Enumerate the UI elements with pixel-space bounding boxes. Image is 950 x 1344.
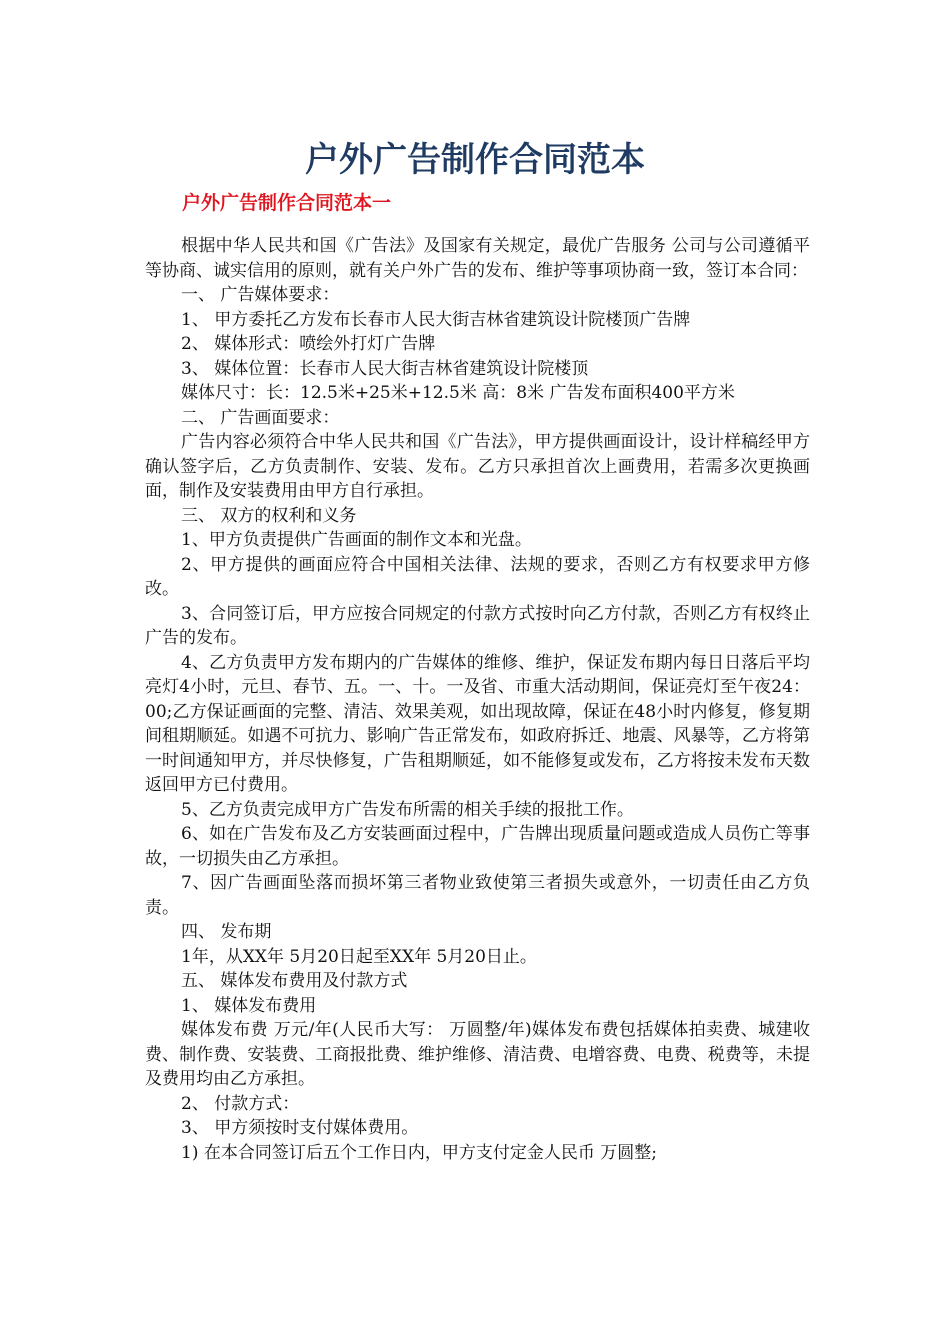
section-heading-4: 四、 发布期 xyxy=(181,922,272,942)
paragraph: 1) 在本合同签订后五个工作日内，甲方支付定金人民币 万圆整; xyxy=(181,1142,657,1163)
paragraph: 1、 甲方委托乙方发布长春市人民大街吉林省建筑设计院楼顶广告牌 xyxy=(181,309,691,330)
section-heading-5: 五、 媒体发布费用及付款方式 xyxy=(181,971,408,991)
document-title: 户外广告制作合同范本 xyxy=(305,140,645,180)
document-body xyxy=(145,234,810,1165)
paragraph: 5、乙方负责完成甲方广告发布所需的相关手续的报批工作。 xyxy=(181,799,634,820)
paragraph: 广告内容必须符合中华人民共和国《广告法》，甲方提供画面设计，设计样稿经甲方确认签字后，乙方负责制作、安装、发布。乙方只承担首次上画费用，若需多次更换画面，制作及安装费用由甲方自行承担。 xyxy=(145,432,810,501)
paragraph: 7、因广告画面坠落而损坏第三者物业致使第三者损失或意外，一切责任由乙方负责。 xyxy=(145,873,810,918)
section-heading-2: 二、 广告画面要求： xyxy=(181,407,340,428)
document-subtitle: 户外广告制作合同范本一 xyxy=(182,192,392,214)
paragraph: 1、 媒体发布费用 xyxy=(181,995,317,1016)
paragraph: 2、 媒体形式：喷绘外打灯广告牌 xyxy=(181,334,436,354)
paragraph: 2、甲方提供的画面应符合中国相关法律、法规的要求，否则乙方有权要求甲方修改。 xyxy=(145,554,810,599)
paragraph: 6、如在广告发布及乙方安装画面过程中，广告牌出现质量问题或造成人员伤亡等事故，一切损失由乙方承担。 xyxy=(145,824,810,869)
section-heading-1: 一、 广告媒体要求： xyxy=(181,285,340,305)
paragraph: 1、甲方负责提供广告画面的制作文本和光盘。 xyxy=(181,530,532,550)
paragraph: 4、乙方负责甲方发布期内的广告媒体的维修、维护，保证发布期内每日日落后平均亮灯4小时，元旦、春节、五。一、十。一及省、市重大活动期间，保证亮灯至午夜24：00;乙方保证画面的完整、清洁、效果美观，如出现故障，保证在48小时内修复，修复期间租期顺延。如遇不可抗力、影响广告正常发布，如政府拆迁、地震、风暴等，乙方将第一时间通知甲方，并尽快修复，广告租期顺延，如不能修复或发布，乙方将按未发布天数返回甲方已付费用。 xyxy=(145,652,810,795)
paragraph: 3、合同签订后，甲方应按合同规定的付款方式按时向乙方付款，否则乙方有权终止广告的发布。 xyxy=(145,603,810,648)
paragraph: 1年，从XX年 5月20日起至XX年 5月20日止。 xyxy=(181,946,537,967)
paragraph: 3、 媒体位置：长春市人民大街吉林省建筑设计院楼顶 xyxy=(181,358,589,379)
paragraph: 3、 甲方须按时支付媒体费用。 xyxy=(181,1118,419,1138)
paragraph: 2、 付款方式： xyxy=(181,1093,300,1114)
section-heading-3: 三、 双方的权利和义务 xyxy=(181,505,357,526)
paragraph: 媒体发布费 万元/年(人民币大写： 万圆整/年)媒体发布费包括媒体拍卖费、城建收费、制作费、安装费、工商报批费、维护维修、清洁费、电增容费、电费、税费等，未提及费用均由乙方承担。 xyxy=(145,1020,810,1089)
paragraph: 媒体尺寸：长：12.5米+25米+12.5米 高：8米 广告发布面积400平方米 xyxy=(181,383,735,403)
paragraph-intro: 根据中华人民共和国《广告法》及国家有关规定，最优广告服务 公司与公司遵循平等协商、诚实信用的原则，就有关户外广告的发布、维护等事项协商一致，签订本合同： xyxy=(145,236,810,281)
